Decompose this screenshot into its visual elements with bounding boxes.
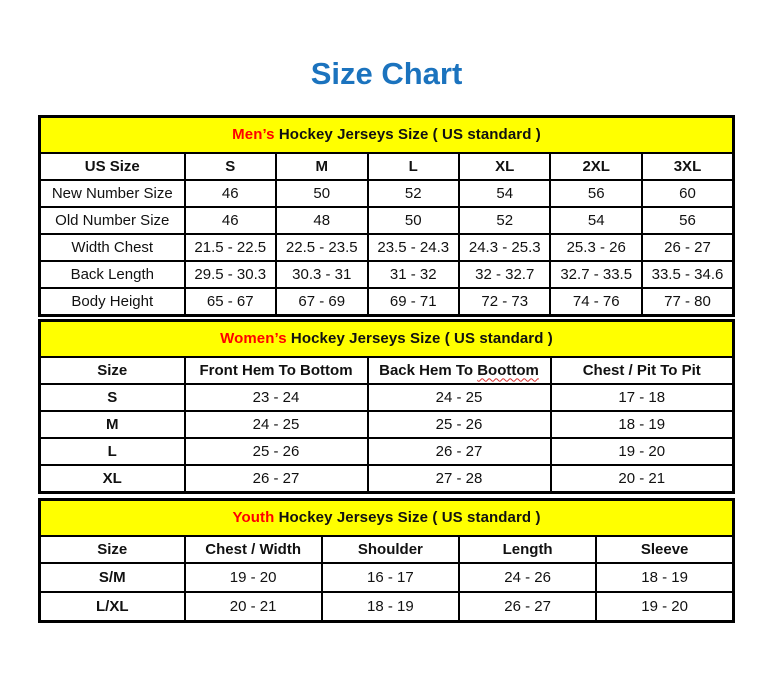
value-cell: 16 - 17 [322,563,459,592]
section-header-highlight: Women’s [220,330,287,348]
section-header-highlight: Men’s [232,126,275,144]
row-label: Width Chest [40,234,185,261]
value-cell: 54 [550,207,641,234]
youth-section-header: Youth Hockey Jerseys Size ( US standard ) [40,499,734,536]
value-cell: 29.5 - 30.3 [185,261,276,288]
value-cell: 27 - 28 [368,465,551,493]
value-cell: 65 - 67 [185,288,276,316]
row-label: L [40,438,185,465]
table-row [40,261,734,288]
value-cell: 32 - 32.7 [459,261,550,288]
value-cell: 46 [185,207,276,234]
row-label: Old Number Size [40,207,185,234]
value-cell: 19 - 20 [551,438,734,465]
value-cell: 74 - 76 [550,288,641,316]
value-cell: 20 - 21 [551,465,734,493]
value-cell: 25 - 26 [368,411,551,438]
row-label: M [40,411,185,438]
column-header: Shoulder [322,536,459,563]
value-cell: 24.3 - 25.3 [459,234,550,261]
row-label: Body Height [40,288,185,316]
value-cell: 56 [642,207,734,234]
column-header-row [40,357,734,384]
column-header: Size [40,536,185,563]
section-band-row [40,116,734,153]
column-header: S [185,153,276,180]
youth-size-table [38,498,735,623]
column-header: Sleeve [596,536,733,563]
row-label: New Number Size [40,180,185,207]
value-cell: 52 [459,207,550,234]
column-header: Size [40,357,185,384]
column-header: Length [459,536,596,563]
value-cell: 50 [368,207,459,234]
value-cell: 19 - 20 [596,592,733,622]
column-header: Chest / Width [185,536,322,563]
section-band-row [40,499,734,536]
value-cell: 50 [276,180,367,207]
table-row [40,384,734,411]
value-cell: 20 - 21 [185,592,322,622]
column-header-row [40,153,734,180]
column-header: 3XL [642,153,734,180]
table-row [40,234,734,261]
table-row [40,180,734,207]
value-cell: 18 - 19 [322,592,459,622]
value-cell: 18 - 19 [551,411,734,438]
womens-size-table [38,319,735,494]
section-band-row [40,320,734,357]
value-cell: 69 - 71 [368,288,459,316]
size-chart-page [0,56,776,623]
mens-size-table [38,115,735,317]
value-cell: 24 - 26 [459,563,596,592]
value-cell: 52 [368,180,459,207]
value-cell: 32.7 - 33.5 [550,261,641,288]
value-cell: 24 - 25 [185,411,368,438]
column-header: Chest / Pit To Pit [551,357,734,384]
table-row [40,592,734,622]
value-cell: 60 [642,180,734,207]
table-row [40,438,734,465]
row-label: S [40,384,185,411]
row-label: XL [40,465,185,493]
value-cell: 19 - 20 [185,563,322,592]
column-header: XL [459,153,550,180]
table-row [40,465,734,493]
size-tables-container [38,115,776,623]
value-cell: 26 - 27 [368,438,551,465]
value-cell: 54 [459,180,550,207]
column-header: 2XL [550,153,641,180]
misspelled-word: Boottom [477,361,539,379]
table-row [40,563,734,592]
row-label: S/M [40,563,185,592]
value-cell: 48 [276,207,367,234]
table-row [40,288,734,316]
column-header: M [276,153,367,180]
value-cell: 23 - 24 [185,384,368,411]
table-row [40,411,734,438]
value-cell: 33.5 - 34.6 [642,261,734,288]
value-cell: 17 - 18 [551,384,734,411]
section-header-highlight: Youth [232,509,275,527]
value-cell: 56 [550,180,641,207]
page-title: Size Chart [310,56,463,91]
value-cell: 26 - 27 [642,234,734,261]
column-header: Front Hem To Bottom [185,357,368,384]
row-label: Back Length [40,261,185,288]
womens-section-header: Women’s Hockey Jerseys Size ( US standard ) [40,320,734,357]
value-cell: 18 - 19 [596,563,733,592]
value-cell: 21.5 - 22.5 [185,234,276,261]
value-cell: 22.5 - 23.5 [276,234,367,261]
row-label: L/XL [40,592,185,622]
value-cell: 25 - 26 [185,438,368,465]
value-cell: 67 - 69 [276,288,367,316]
value-cell: 25.3 - 26 [550,234,641,261]
column-header: Back Hem To Boottom [368,357,551,384]
value-cell: 46 [185,180,276,207]
value-cell: 72 - 73 [459,288,550,316]
value-cell: 30.3 - 31 [276,261,367,288]
table-row [40,207,734,234]
value-cell: 26 - 27 [185,465,368,493]
value-cell: 31 - 32 [368,261,459,288]
value-cell: 77 - 80 [642,288,734,316]
column-header: US Size [40,153,185,180]
value-cell: 23.5 - 24.3 [368,234,459,261]
mens-section-header: Men’s Hockey Jerseys Size ( US standard ) [40,116,734,153]
value-cell: 24 - 25 [368,384,551,411]
column-header: L [368,153,459,180]
value-cell: 26 - 27 [459,592,596,622]
column-header-row [40,536,734,563]
